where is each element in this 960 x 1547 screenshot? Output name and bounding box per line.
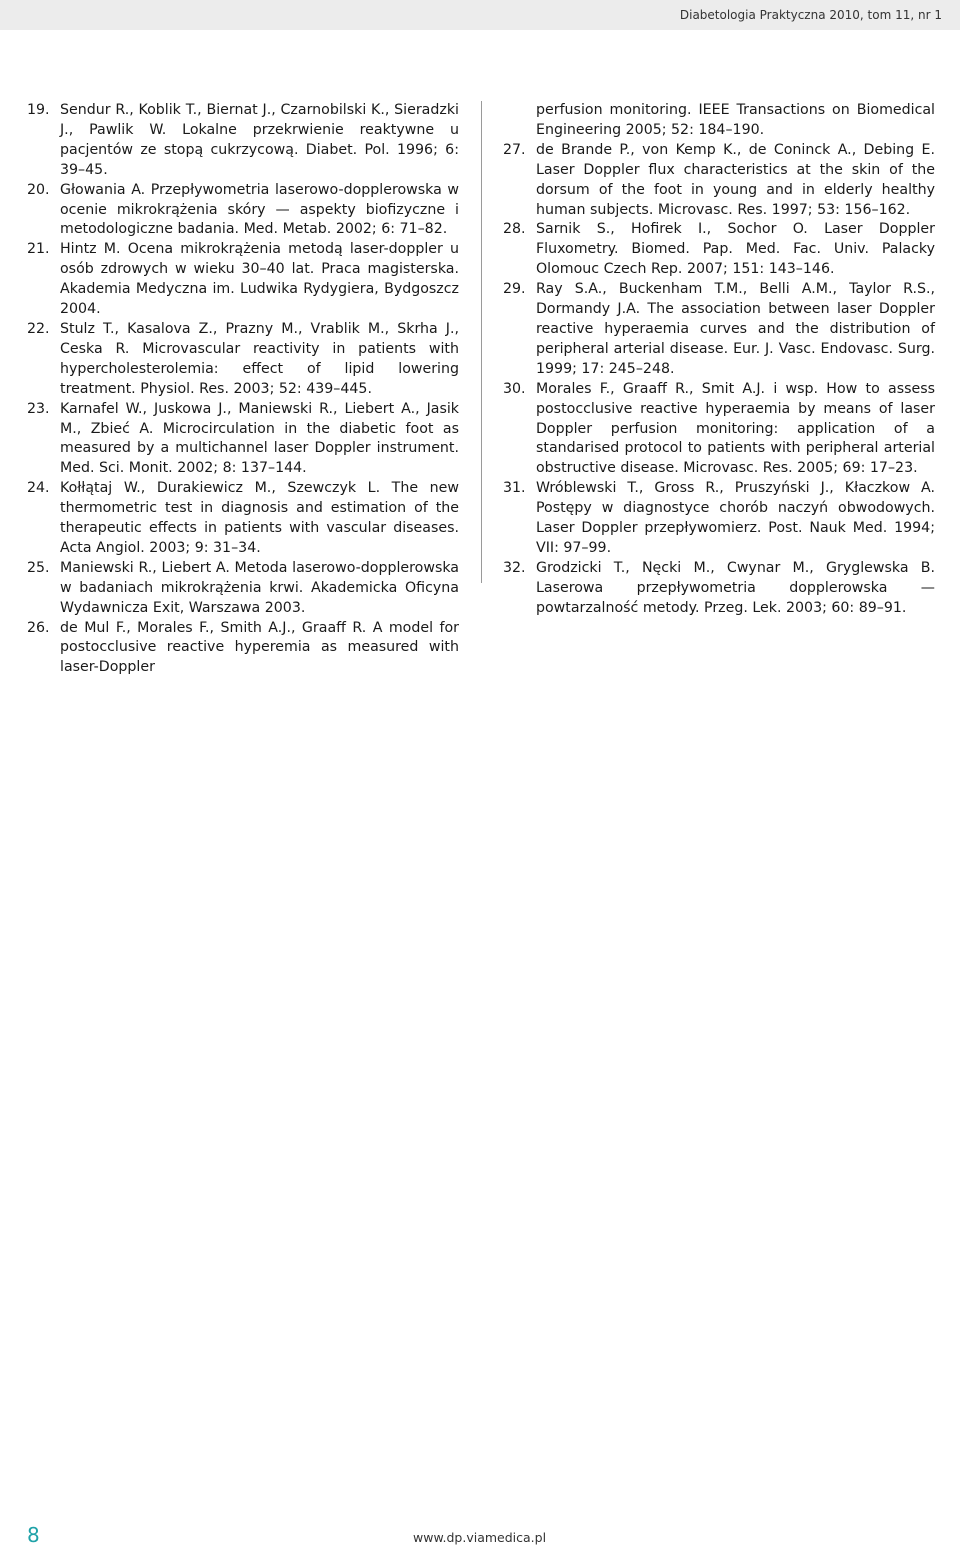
reference-number: 29. [503, 281, 526, 298]
reference-text: Karnafel W., Juskowa J., Maniewski R., Liebert A., Jasik M., Zbieć A. Microcirculation in the diabetic foot as measured by a multichannel laser Doppler instrument. Med. Sci. Monit. 2002; 8: 137–144. [60, 400, 459, 477]
reference-item [27, 400, 459, 480]
reference-text: Grodzicki T., Nęcki M., Cwynar M., Gryglewska B. Laserowa przepływometria dopplerowska — powtarzalność metody. Przeg. Lek. 2003; 60: 89–91. [536, 559, 935, 616]
reference-item [27, 240, 459, 320]
reference-text: Sendur R., Koblik T., Biernat J., Czarnobilski K., Sieradzki J., Pawlik W. Lokalne przekrwienie reaktywne u pacjentów ze stopą cukrzycową. Diabet. Pol. 1996; 6: 39–45. [60, 102, 459, 178]
journal-title: Diabetologia Praktyczna 2010, tom 11, nr 1 [679, 8, 942, 22]
reference-item [503, 380, 935, 480]
reference-item [503, 141, 935, 221]
right-column [503, 101, 935, 619]
reference-text: Sarnik S., Hofirek I., Sochor O. Laser Doppler Fluxometry. Biomed. Pap. Med. Fac. Univ. Palacky Olomouc Czech Rep. 2007; 151: 143–146. [536, 221, 935, 278]
reference-number: 27. [503, 141, 526, 158]
reference-item [503, 479, 935, 559]
reference-continuation: perfusion monitoring. IEEE Transactions on Biomedical Engineering 2005; 52: 184–190. [536, 102, 935, 138]
reference-item [27, 320, 459, 400]
reference-number: 28. [503, 221, 526, 238]
page-number: 8 [27, 1523, 40, 1547]
reference-item [503, 220, 935, 280]
reference-item [503, 559, 935, 619]
reference-text: de Mul F., Morales F., Smith A.J., Graaff R. A model for postocclusive reactive hyperemia as measured with laser-Doppler [60, 619, 459, 676]
reference-number: 32. [503, 559, 526, 576]
reference-item [503, 280, 935, 380]
reference-number: 23. [27, 400, 50, 417]
reference-number: 21. [27, 241, 50, 258]
column-divider [481, 101, 482, 583]
reference-number: 26. [27, 619, 50, 636]
reference-item [27, 619, 459, 679]
reference-text: Wróblewski T., Gross R., Pruszyński J., Kłaczkow A. Postępy w diagnostyce chorób naczyń obwodowych. Laser Doppler przepływomierz. Post. Nauk Med. 1994; VII: 97–99. [536, 480, 935, 556]
reference-text: de Brande P., von Kemp K., de Coninck A., Debing E. Laser Doppler flux characteristics at the skin of the dorsum of the foot in young and in elderly healthy human subjects. Microvasc. Res. 1997; 53: 156–162. [536, 141, 935, 218]
reference-text: Ray S.A., Buckenham T.M., Belli A.M., Taylor R.S., Dormandy J.A. The association between laser Doppler reactive hyperaemia curves and the distribution of peripheral arterial disease. Eur. J. Vasc. Endovasc. Surg. 1999; 17: 245–248. [536, 281, 935, 377]
left-column [27, 101, 459, 678]
reference-text: Kołłątaj W., Durakiewicz M., Szewczyk L. The new thermometric test in diagnosis and estimation of the therapeutic effects in patients with vascular diseases. Acta Angiol. 2003; 9: 31–34. [60, 480, 459, 556]
reference-text: Maniewski R., Liebert A. Metoda laserowo-dopplerowska w badaniach mikrokrążenia krwi. Akademicka Oficyna Wydawnicza Exit, Warszawa 2003. [60, 559, 459, 616]
journal-header-bar [0, 0, 960, 30]
reference-text: Głowania A. Przepływometria laserowo-dopplerowska w ocenie mikrokrążenia skóry — aspekty biofizyczne i metodologiczne badania. Med. Metab. 2002; 6: 71–82. [60, 181, 459, 238]
reference-number: 31. [503, 480, 526, 497]
reference-text: Stulz T., Kasalova Z., Prazny M., Vrablik M., Skrha J., Ceska R. Microvascular reactivity in patients with hypercholesterolemia: effect of lipid lowering treatment. Physiol. Res. 2003; 52: 439–445. [60, 320, 459, 397]
reference-item [27, 559, 459, 619]
reference-text: Hintz M. Ocena mikrokrążenia metodą laser-doppler u osób zdrowych w wieku 30–40 lat. Praca magisterska. Akademia Medyczna im. Ludwika Rydygiera, Bydgoszcz 2004. [60, 241, 459, 318]
reference-item [27, 181, 459, 241]
reference-text: Morales F., Graaff R., Smit A.J. i wsp. How to assess postocclusive reactive hyperaemia by means of laser Doppler perfusion monitoring: application of a standarised protocol to patients with peripheral arterial obstructive disease. Microvasc. Res. 2005; 69: 17–23. [536, 380, 935, 477]
reference-item [27, 479, 459, 559]
reference-number: 30. [503, 380, 526, 397]
reference-number: 22. [27, 320, 50, 337]
reference-number: 24. [27, 480, 50, 497]
reference-number: 20. [27, 181, 50, 198]
reference-number: 19. [27, 102, 50, 118]
reference-number: 25. [27, 559, 50, 576]
reference-item [27, 101, 459, 181]
footer-website: www.dp.viamedica.pl [413, 1530, 547, 1545]
